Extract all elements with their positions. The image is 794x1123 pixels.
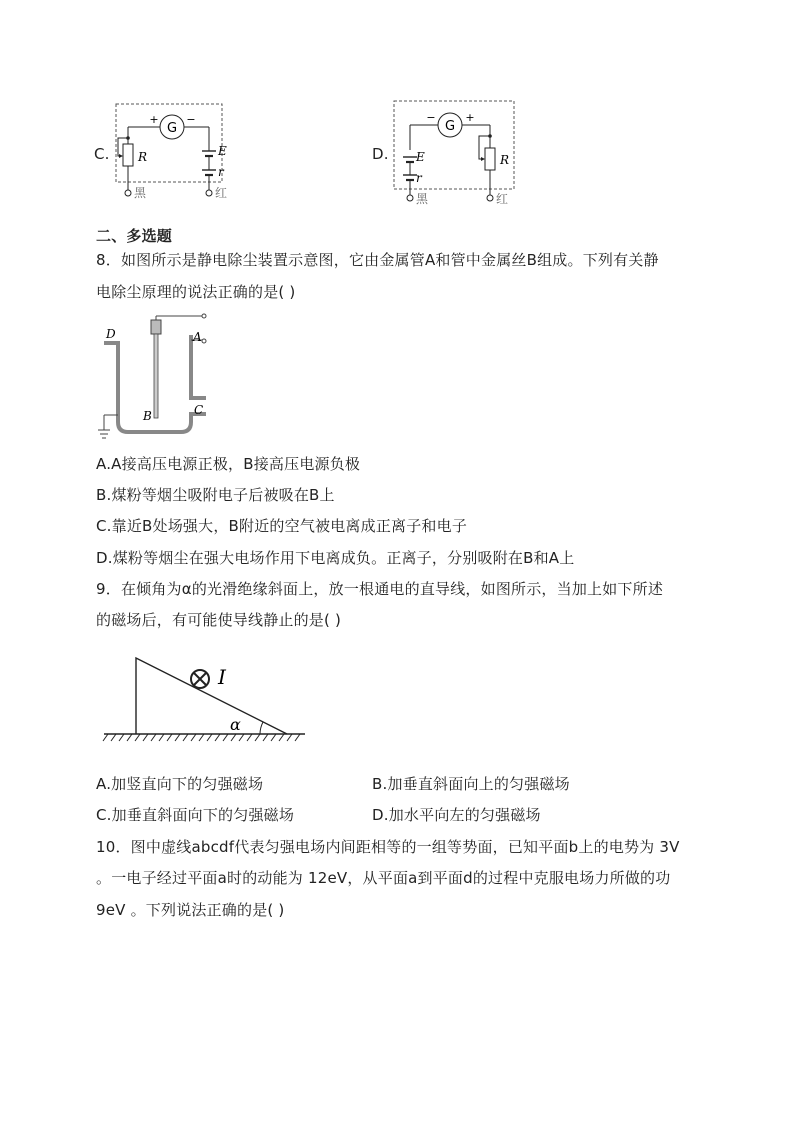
q8-option-b: B.煤粉等烟尘吸附电子后被吸在B上 (96, 486, 335, 504)
plus-sign: + (149, 113, 159, 126)
q9-figure (100, 650, 315, 750)
label-d: D (106, 327, 116, 341)
galvanometer-label: G (166, 121, 178, 136)
circuit-c-diagram (94, 98, 234, 208)
minus-sign: − (426, 111, 436, 124)
q8-option-c: C.靠近B处场强大，B附近的空气被电离成正离子和电子 (96, 517, 468, 535)
q8-stem-line2: 电除尘原理的说法正确的是( ) (96, 283, 296, 301)
q8-option-a: A.A接高压电源正极，B接高压电源负极 (96, 455, 361, 473)
black-terminal-label: 黑 (416, 192, 429, 206)
q10-stem-line3: 9eV 。下列说法正确的是( ) (96, 901, 285, 919)
circuit-d (370, 98, 520, 210)
q8-option-d: D.煤粉等烟尘在强大电场作用下电离成负。正离子，分别吸附在B和A上 (96, 549, 575, 567)
option-c-label: C. (94, 145, 110, 163)
label-a: A (193, 330, 202, 344)
emf-label: E (218, 144, 227, 158)
label-c: C (194, 403, 204, 417)
red-terminal-label: 红 (215, 186, 228, 200)
red-terminal-label: 红 (496, 192, 509, 206)
emf-label: E (416, 150, 425, 164)
q9-option-d: D.加水平向左的匀强磁场 (372, 806, 541, 824)
resistor-label: R (138, 150, 148, 164)
electrostatic-precipitator-diagram (96, 310, 216, 445)
q8-figure (96, 310, 216, 445)
galvanometer-label: G (444, 119, 456, 134)
angle-label: α (230, 715, 241, 734)
minus-sign: − (186, 113, 196, 126)
q9-option-c: C.加垂直斜面向下的匀强磁场 (96, 806, 295, 824)
q10-stem-line2: 。一电子经过平面a时的动能为 12eV，从平面a到平面d的过程中克服电场力所做的功 (96, 869, 671, 887)
internal-r-label: r (218, 165, 224, 179)
ground-hatching (103, 734, 300, 741)
label-b: B (143, 409, 152, 423)
circuit-c (94, 98, 234, 208)
current-label: I (218, 665, 226, 689)
q10-stem-line1: 10．图中虚线abcdf代表匀强电场内间距相等的一组等势面，已知平面b上的电势为 3V (96, 838, 680, 856)
q9-option-b: B.加垂直斜面向上的匀强磁场 (372, 775, 570, 793)
black-terminal-label: 黑 (134, 186, 147, 200)
resistor-label: R (500, 153, 510, 167)
q9-option-a: A.加竖直向下的匀强磁场 (96, 775, 264, 793)
q8-stem-line1: 8．如图所示是静电除尘装置示意图，它由金属管A和管中金属丝B组成。下列有关静 (96, 251, 659, 269)
q9-stem-line2: 的磁场后，有可能使导线静止的是( ) (96, 611, 342, 629)
internal-r-label: r (416, 171, 422, 185)
option-d-label: D. (372, 145, 389, 163)
section-heading: 二、多选题 (96, 227, 173, 245)
plus-sign: + (465, 111, 475, 124)
q9-stem-line1: 9．在倾角为α的光滑绝缘斜面上，放一根通电的直导线，如图所示，当加上如下所述 (96, 580, 664, 598)
incline-diagram (100, 650, 315, 750)
circuit-d-diagram (370, 98, 520, 210)
